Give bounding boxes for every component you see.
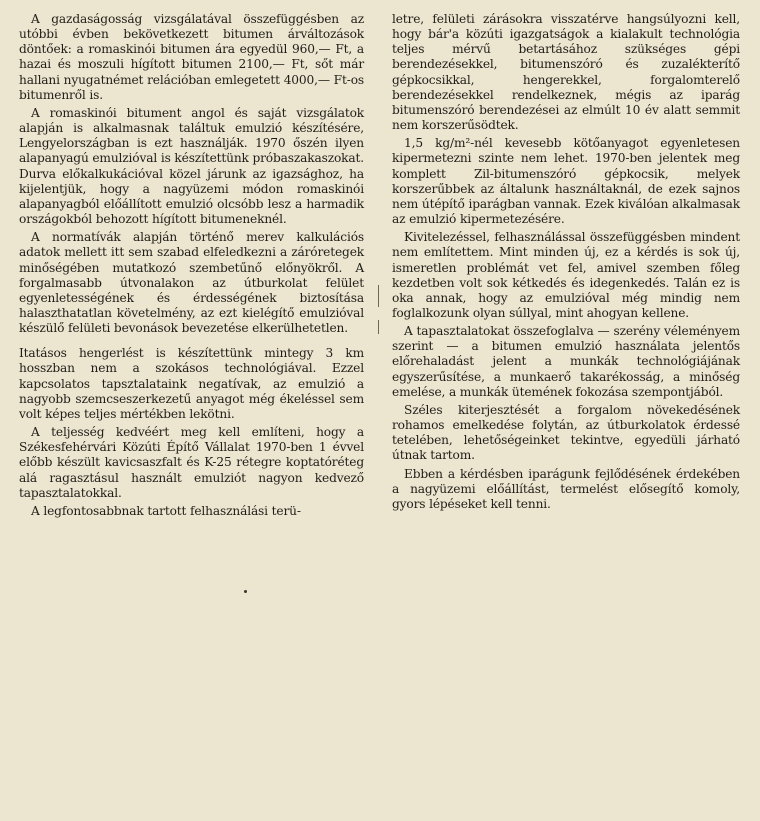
margin-mark bbox=[378, 285, 379, 307]
ink-dot bbox=[244, 590, 247, 593]
paragraph: A normatívák alapján történő merev kalkulációs adatok mellett itt sem szabad elfeledkezni a záróretegek minőségében mutatkozó szembetűnő előnyökről. A forgalmasabb útvonalakon az útburkolat felület egyenletességének és érdességének biztosítása halaszthatatlan követelmény, az ezt kielégítő emulzióval készülő felületi bevonások bevezetése elkerülhetetlen. bbox=[19, 230, 364, 336]
paragraph: A legfontosabbnak tartott felhasználási terü- bbox=[31, 503, 301, 518]
right-text-column bbox=[392, 12, 740, 515]
paragraph: letre, felületi zárásokra visszatérve hangsúlyozni kell, hogy bár'a közúti igazgatságok a kialakult technológia teljes mérvű betartásához szükséges gépi berendezésekkel, bitumenszóró és zuzalékterítő gépkocsikkal, hengerekkel, forgalomterelő berendezésekkel rendelkeznek, mégis az iparág bitumenszóró berendezései az elmúlt 10 év alatt semmit nem korszerűsödtek. bbox=[392, 12, 740, 133]
paragraph: A gazdaságosság vizsgálatával összefüggésben az utóbbi évben bekövetkezett bitumen árváltozások döntőek: a romaskinói bitumen ára egyedül 960,— Ft, a hazai és moszuli hígított bitumen 2100,— Ft, sőt már hallani nyugatnémet relációban emlegetett 4000,— Ft-os bitumenről is. bbox=[19, 12, 364, 102]
paragraph: Ebben a kérdésben iparágunk fejlődésének érdekében a nagyüzemi előállítást, termelést elősegítő komoly, gyors lépéseket kell tenni. bbox=[392, 466, 740, 511]
paragraph: A romaskinói bitument angol és saját vizsgálatok alapján is alkalmasnak találtuk emulzió készítésére, Lengyelországban is ezt használják. 1970 őszén ilyen alapanyagú emulzióval is készítettünk próbaszakaszokat. Durva előkalkukációval közel járunk az igazsághoz, ha kijelentjük, hogy a nagyüzemi módon romaskinói alapanyagból előállított emulzió olcsóbb lesz a harmadik országokból behozott hígított bitumeneknél. bbox=[19, 105, 364, 227]
paragraph: A teljesség kedvéért meg kell említeni, hogy a Székesfehérvári Közúti Építő Vállalat 1970-ben 1 évvel előbb készült kavicsaszfalt és K-25 rétegre koptatóréteg alá ragasztásul használt emulziót nagyon kedvező tapasztalatokkal. bbox=[19, 425, 364, 500]
paragraph: Kivitelezéssel, felhasználással összefüggésben mindent nem említettem. Mint minden új, ez a kérdés is sok új, ismeretlen problémát vet fel, amivel szemben főleg kezdetben volt sok kétkedés és idegenkedés. Talán ez is oka annak, hogy az emulzióval még mindig nem foglalkozunk olyan súllyal, mint ahogyan kellene. bbox=[392, 230, 740, 320]
paragraph: Széles kiterjesztését a forgalom növekedésének rohamos emelkedése folytán, az útburkolatok érdessé tetelében, lehetőségeinket tekintve, egyedüli járható útnak tartom. bbox=[392, 402, 740, 463]
left-text-column bbox=[19, 12, 364, 522]
margin-mark bbox=[378, 320, 379, 334]
paragraph: 1,5 kg/m²-nél kevesebb kötőanyagot egyenletesen kipermetezni szinte nem lehet. 1970-ben jelentek meg komplett Zil-bitumenszóró gépkocsik, melyek korszerűbbek az általunk használtaknál, de ezek sajnos nem útépítő iparágban vannak. Ezek kiválóan alkalmasak az emulzió kipermetezésére. bbox=[392, 136, 740, 227]
paragraph: A tapasztalatokat összefoglalva — szerény véleményem szerint — a bitumen emulzió használata jelentős előrehaladást jelent a munkák technológiájának egyszerűsítése, a munkaerő takarékosság, a minőség emelése, a munkák ütemének fokozása szempontjából. bbox=[392, 324, 740, 399]
paragraph: Itatásos hengerlést is készítettünk mintegy 3 km hosszban nem a szokásos technológiával. Ezzel kapcsolatos tapsztalataink negatívak, az emulzió a nagyobb szemcseszerkezetű anyagot még ékeléssel sem volt képes teljes mértékben lekötni. bbox=[19, 346, 364, 421]
